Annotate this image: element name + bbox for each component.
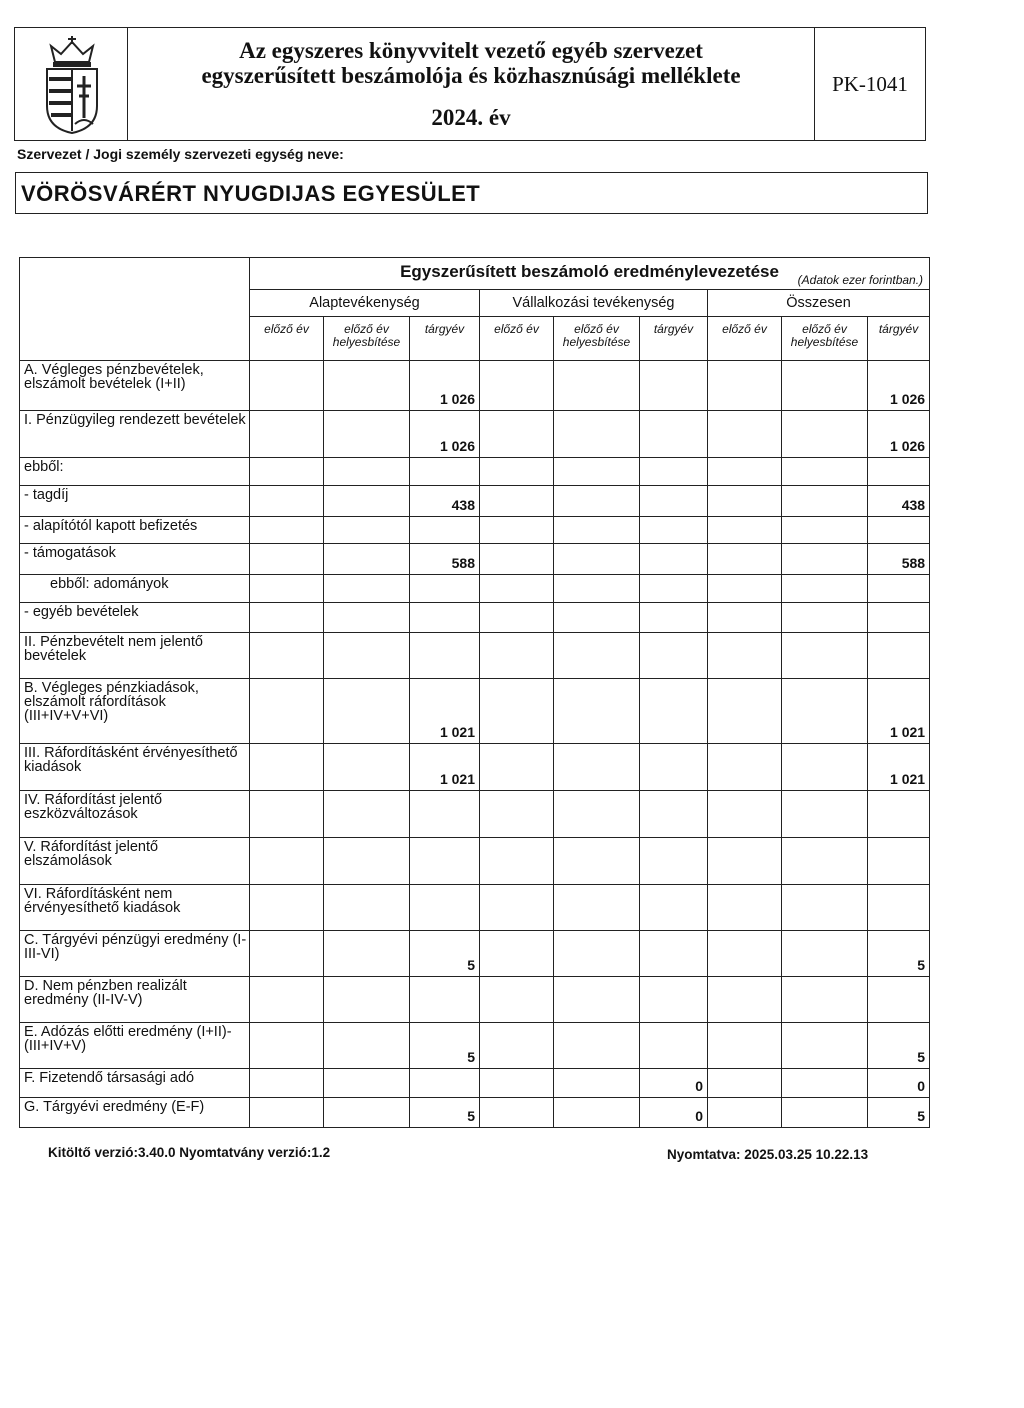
value-cell <box>708 544 782 575</box>
value-cell <box>324 544 410 575</box>
value-cell <box>782 361 868 411</box>
value-cell <box>324 838 410 885</box>
value-cell <box>868 791 930 838</box>
value-cell <box>640 885 708 931</box>
table-row <box>20 838 930 885</box>
value-cell <box>554 885 640 931</box>
value-cell <box>250 679 324 744</box>
table-row <box>20 486 930 517</box>
subheader-cell: előző év helyesbítése <box>782 317 868 361</box>
subheader-cell: előző év helyesbítése <box>324 317 410 361</box>
value-cell <box>782 1023 868 1069</box>
row-label: ebből: adományok <box>20 575 250 603</box>
subheader-cell: előző év <box>708 317 782 361</box>
value-cell <box>640 977 708 1023</box>
value-cell <box>410 977 480 1023</box>
value-cell <box>708 575 782 603</box>
value-cell: 1 021 <box>410 744 480 791</box>
footer-version-info: Kitöltő verzió:3.40.0 Nyomtatvány verzió:1.2 <box>48 1145 331 1160</box>
value-cell: 0 <box>640 1069 708 1098</box>
row-label: A. Végleges pénzbevételek, elszámolt bevételek (I+II) <box>20 361 250 411</box>
value-cell <box>324 977 410 1023</box>
value-cell <box>640 603 708 633</box>
form-header <box>14 27 926 141</box>
value-cell <box>782 603 868 633</box>
value-cell: 1 026 <box>410 361 480 411</box>
value-cell <box>708 744 782 791</box>
value-cell <box>554 458 640 486</box>
row-label: V. Ráfordítást jelentő elszámolások <box>20 838 250 885</box>
value-cell <box>480 575 554 603</box>
value-cell <box>708 1023 782 1069</box>
table-row <box>20 544 930 575</box>
row-label: VI. Ráfordításként nem érvényesíthető kiadások <box>20 885 250 931</box>
value-cell: 5 <box>410 1098 480 1128</box>
row-label: - egyéb bevételek <box>20 603 250 633</box>
subheader-cell: előző év <box>480 317 554 361</box>
value-cell <box>554 679 640 744</box>
value-cell: 5 <box>410 931 480 977</box>
value-cell <box>480 603 554 633</box>
value-cell <box>250 885 324 931</box>
value-cell <box>324 885 410 931</box>
subheader-cell: tárgyév <box>640 317 708 361</box>
value-cell <box>410 838 480 885</box>
value-cell <box>554 603 640 633</box>
organization-label: Szervezet / Jogi személy szervezeti egység neve: <box>17 146 344 162</box>
value-cell <box>410 791 480 838</box>
value-cell <box>324 517 410 544</box>
value-cell <box>480 931 554 977</box>
table-row <box>20 1023 930 1069</box>
table-row <box>20 458 930 486</box>
value-cell <box>782 411 868 458</box>
row-label: - alapítótól kapott befizetés <box>20 517 250 544</box>
value-cell <box>708 931 782 977</box>
value-cell: 1 021 <box>410 679 480 744</box>
value-cell <box>324 411 410 458</box>
value-cell <box>640 931 708 977</box>
value-cell <box>480 885 554 931</box>
table-row <box>20 633 930 679</box>
value-cell <box>554 575 640 603</box>
hungarian-coat-of-arms-icon <box>37 36 107 134</box>
value-cell <box>640 458 708 486</box>
value-cell <box>640 486 708 517</box>
value-cell <box>480 486 554 517</box>
value-cell <box>324 1098 410 1128</box>
table-corner-cell <box>20 258 250 361</box>
value-cell <box>554 633 640 679</box>
table-row <box>20 679 930 744</box>
value-cell: 5 <box>868 1023 930 1069</box>
value-cell: 438 <box>868 486 930 517</box>
value-cell <box>250 931 324 977</box>
value-cell <box>480 791 554 838</box>
table-row <box>20 575 930 603</box>
table-row <box>20 411 930 458</box>
value-cell <box>250 575 324 603</box>
value-cell <box>554 977 640 1023</box>
row-label: - támogatások <box>20 544 250 575</box>
value-cell <box>782 885 868 931</box>
table-row <box>20 361 930 411</box>
subheader-cell: tárgyév <box>868 317 930 361</box>
value-cell <box>554 517 640 544</box>
table-unit-note: (Adatok ezer forintban.) <box>797 273 924 287</box>
value-cell <box>410 885 480 931</box>
value-cell <box>708 603 782 633</box>
value-cell <box>554 1023 640 1069</box>
row-label: B. Végleges pénzkiadások, elszámolt ráfordítások (III+IV+V+VI) <box>20 679 250 744</box>
value-cell <box>708 411 782 458</box>
value-cell <box>480 744 554 791</box>
row-label: G. Tárgyévi eredmény (E-F) <box>20 1098 250 1128</box>
group-header-osszesen: Összesen <box>708 290 930 317</box>
value-cell: 588 <box>868 544 930 575</box>
value-cell <box>868 838 930 885</box>
value-cell <box>554 486 640 517</box>
value-cell <box>480 633 554 679</box>
value-cell <box>250 1023 324 1069</box>
value-cell <box>554 1069 640 1098</box>
row-label: C. Tárgyévi pénzügyi eredmény (I-III-VI) <box>20 931 250 977</box>
group-header-alaptevekenyseg: Alaptevékenység <box>250 290 480 317</box>
value-cell <box>782 633 868 679</box>
value-cell <box>480 544 554 575</box>
table-row <box>20 1069 930 1098</box>
value-cell: 0 <box>868 1069 930 1098</box>
value-cell <box>640 1023 708 1069</box>
row-label: F. Fizetendő társasági adó <box>20 1069 250 1098</box>
value-cell: 1 021 <box>868 744 930 791</box>
value-cell <box>708 361 782 411</box>
value-cell <box>640 517 708 544</box>
value-cell <box>250 1069 324 1098</box>
value-cell <box>250 486 324 517</box>
form-year: 2024. év <box>431 105 511 130</box>
value-cell <box>250 633 324 679</box>
value-cell: 438 <box>410 486 480 517</box>
value-cell <box>324 791 410 838</box>
value-cell <box>250 838 324 885</box>
value-cell <box>868 885 930 931</box>
value-cell <box>782 679 868 744</box>
crest-cell <box>15 28 128 140</box>
value-cell <box>324 603 410 633</box>
value-cell <box>782 517 868 544</box>
value-cell: 588 <box>410 544 480 575</box>
form-title-block <box>128 28 814 140</box>
value-cell <box>640 361 708 411</box>
value-cell <box>868 575 930 603</box>
value-cell <box>782 977 868 1023</box>
value-cell <box>324 931 410 977</box>
value-cell <box>250 744 324 791</box>
value-cell <box>640 544 708 575</box>
value-cell <box>868 517 930 544</box>
value-cell <box>640 838 708 885</box>
table-row <box>20 744 930 791</box>
value-cell <box>480 411 554 458</box>
value-cell <box>708 885 782 931</box>
value-cell <box>708 1069 782 1098</box>
table-row <box>20 791 930 838</box>
form-code: PK-1041 <box>814 28 925 140</box>
value-cell <box>250 1098 324 1128</box>
value-cell <box>782 791 868 838</box>
value-cell <box>480 977 554 1023</box>
value-cell <box>554 544 640 575</box>
group-header-vallalkozasi: Vállalkozási tevékenység <box>480 290 708 317</box>
value-cell <box>480 361 554 411</box>
value-cell <box>250 791 324 838</box>
value-cell <box>324 1023 410 1069</box>
value-cell <box>250 517 324 544</box>
value-cell <box>868 633 930 679</box>
value-cell: 1 026 <box>868 411 930 458</box>
value-cell <box>782 744 868 791</box>
value-cell <box>708 633 782 679</box>
row-label: IV. Ráfordítást jelentő eszközváltozások <box>20 791 250 838</box>
value-cell <box>782 1098 868 1128</box>
value-cell <box>250 458 324 486</box>
value-cell: 5 <box>410 1023 480 1069</box>
table-row <box>20 885 930 931</box>
form-title-line2: egyszerűsített beszámolója és közhasznúsági melléklete <box>201 63 741 88</box>
value-cell <box>480 1023 554 1069</box>
value-cell <box>868 458 930 486</box>
value-cell <box>324 633 410 679</box>
value-cell: 0 <box>640 1098 708 1128</box>
row-label: I. Pénzügyileg rendezett bevételek <box>20 411 250 458</box>
value-cell <box>410 1069 480 1098</box>
value-cell <box>410 458 480 486</box>
value-cell <box>554 361 640 411</box>
form-title-line1: Az egyszeres könyvvitelt vezető egyéb szervezet <box>239 38 703 63</box>
value-cell <box>250 977 324 1023</box>
value-cell <box>708 1098 782 1128</box>
value-cell <box>410 575 480 603</box>
value-cell <box>324 486 410 517</box>
value-cell <box>640 744 708 791</box>
table-title-cell <box>250 258 930 290</box>
value-cell <box>554 838 640 885</box>
value-cell <box>480 1098 554 1128</box>
value-cell: 5 <box>868 931 930 977</box>
value-cell <box>782 931 868 977</box>
table-title: Egyszerűsített beszámoló eredménylevezetése <box>400 262 779 281</box>
value-cell <box>480 458 554 486</box>
value-cell <box>640 633 708 679</box>
value-cell <box>250 361 324 411</box>
value-cell <box>324 361 410 411</box>
value-cell <box>708 791 782 838</box>
table-row <box>20 517 930 544</box>
table-title-row <box>20 258 930 290</box>
value-cell <box>640 791 708 838</box>
subheader-cell: előző év helyesbítése <box>554 317 640 361</box>
value-cell <box>554 791 640 838</box>
value-cell <box>640 679 708 744</box>
value-cell <box>708 977 782 1023</box>
value-cell: 1 026 <box>410 411 480 458</box>
value-cell <box>782 575 868 603</box>
value-cell <box>480 1069 554 1098</box>
value-cell <box>410 517 480 544</box>
table-row <box>20 977 930 1023</box>
value-cell <box>554 411 640 458</box>
table-row <box>20 603 930 633</box>
value-cell <box>554 931 640 977</box>
value-cell <box>782 1069 868 1098</box>
value-cell <box>640 411 708 458</box>
value-cell <box>324 679 410 744</box>
value-cell <box>782 544 868 575</box>
value-cell <box>324 744 410 791</box>
subheader-cell: előző év <box>250 317 324 361</box>
value-cell <box>708 486 782 517</box>
footer-print-date: Nyomtatva: 2025.03.25 10.22.13 <box>667 1147 869 1162</box>
value-cell <box>554 1098 640 1128</box>
value-cell <box>410 633 480 679</box>
value-cell <box>782 838 868 885</box>
value-cell: 1 026 <box>868 361 930 411</box>
table-row <box>20 931 930 977</box>
value-cell: 1 021 <box>868 679 930 744</box>
value-cell <box>324 1069 410 1098</box>
value-cell <box>480 679 554 744</box>
value-cell <box>708 458 782 486</box>
value-cell <box>708 679 782 744</box>
value-cell <box>782 458 868 486</box>
value-cell <box>324 458 410 486</box>
row-label: E. Adózás előtti eredmény (I+II)-(III+IV+V) <box>20 1023 250 1069</box>
value-cell <box>868 977 930 1023</box>
table-row <box>20 1098 930 1128</box>
row-label: ebből: <box>20 458 250 486</box>
value-cell <box>554 744 640 791</box>
row-label: III. Ráfordításként érvényesíthető kiadások <box>20 744 250 791</box>
value-cell <box>480 838 554 885</box>
value-cell <box>480 517 554 544</box>
value-cell <box>708 838 782 885</box>
value-cell <box>250 603 324 633</box>
value-cell <box>324 575 410 603</box>
row-label: II. Pénzbevételt nem jelentő bevételek <box>20 633 250 679</box>
value-cell: 5 <box>868 1098 930 1128</box>
value-cell <box>868 603 930 633</box>
value-cell <box>640 575 708 603</box>
organization-name-field: VÖRÖSVÁRÉRT NYUGDIJAS EGYESÜLET <box>15 172 928 214</box>
income-statement-table <box>19 257 930 1128</box>
row-label: - tagdíj <box>20 486 250 517</box>
row-label: D. Nem pénzben realizált eredmény (II-IV-V) <box>20 977 250 1023</box>
subheader-cell: tárgyév <box>410 317 480 361</box>
value-cell <box>410 603 480 633</box>
value-cell <box>250 544 324 575</box>
value-cell <box>782 486 868 517</box>
value-cell <box>708 517 782 544</box>
value-cell <box>250 411 324 458</box>
